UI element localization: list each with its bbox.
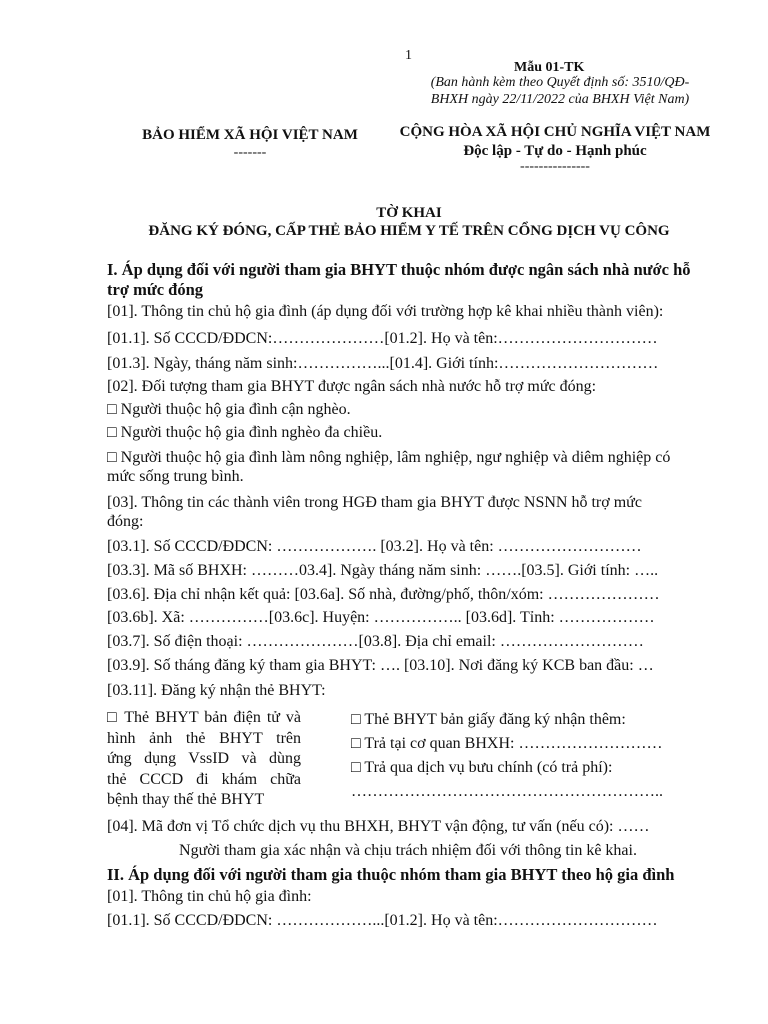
- form-code: Mẫu 01-TK: [514, 60, 585, 75]
- agency-rule: -------: [233, 145, 267, 160]
- option-near-poor[interactable]: □ Người thuộc hộ gia đình cận nghèo.: [107, 401, 351, 418]
- field-03-7[interactable]: [03.7]. Số điện thoại: …………………[03.8]. Địa chỉ email: ………………………: [107, 633, 644, 650]
- field-01-1[interactable]: [01.1]. Số CCCD/ĐDCN:…………………[01.2]. Họ và tên:…………………………: [107, 330, 658, 347]
- option-agriculture-line2: mức sống trung bình.: [107, 468, 244, 485]
- form-note-line2: BHXH ngày 22/11/2022 của BHXH Việt Nam): [430, 92, 690, 107]
- section2-field-01-1[interactable]: [01.1]. Số CCCD/ĐDCN: ………………...[01.2]. Họ và tên:…………………………: [107, 912, 658, 929]
- card-option-electronic-line: thẻ CCCD đi khám chữa: [107, 770, 301, 788]
- card-option-electronic-line: □ Thẻ BHYT bản điện tử và: [107, 709, 301, 726]
- field-02: [02]. Đối tượng tham gia BHYT được ngân sách nhà nước hỗ trợ mức đóng:: [107, 378, 597, 395]
- postal-address-field[interactable]: …………………………………………………..: [351, 783, 663, 800]
- card-option-pickup-bhxh[interactable]: □ Trả tại cơ quan BHXH: ………………………: [351, 735, 663, 752]
- motto-rule: ---------------: [520, 159, 590, 174]
- page-number: 1: [405, 48, 412, 63]
- field-04[interactable]: [04]. Mã đơn vị Tổ chức dịch vụ thu BHXH, BHYT vận động, tư vấn (nếu có): ……: [107, 818, 650, 835]
- option-multidim-poor[interactable]: □ Người thuộc hộ gia đình nghèo đa chiều.: [107, 424, 383, 441]
- form-note-line1: (Ban hành kèm theo Quyết định số: 3510/QĐ-: [430, 75, 690, 90]
- doc-subtitle: ĐĂNG KÝ ĐÓNG, CẤP THẺ BẢO HIỂM Y TẾ TRÊN CỔNG DỊCH VỤ CÔNG: [148, 223, 670, 239]
- card-option-paper-group: [351, 708, 663, 804]
- doc-title: TỜ KHAI: [376, 205, 442, 221]
- field-01-3[interactable]: [01.3]. Ngày, tháng năm sinh:……………...[01.4]. Giới tính:…………………………: [107, 355, 659, 372]
- card-option-paper[interactable]: □ Thẻ BHYT bản giấy đăng ký nhận thêm:: [351, 711, 626, 728]
- field-01: [01]. Thông tin chủ hộ gia đình (áp dụng đối với trường hợp kê khai nhiều thành viên):: [107, 303, 664, 320]
- motto: Độc lập - Tự do - Hạnh phúc: [463, 143, 647, 159]
- card-option-postal[interactable]: □ Trả qua dịch vụ bưu chính (có trả phí):: [351, 759, 613, 776]
- field-03-6b[interactable]: [03.6b]. Xã: ……………[03.6c]. Huyện: …………….. [03.6d]. Tỉnh: ………………: [107, 609, 655, 626]
- field-03-1[interactable]: [03.1]. Số CCCD/ĐDCN: ………………. [03.2]. Họ và tên: ………………………: [107, 538, 642, 555]
- field-03-9[interactable]: [03.9]. Số tháng đăng ký tham gia BHYT: …. [03.10]. Nơi đăng ký KCB ban đầu: …: [107, 657, 654, 674]
- section2-heading: II. Áp dụng đối với người tham gia thuộc nhóm tham gia BHYT theo hộ gia đình: [107, 865, 675, 884]
- section1-heading-line2: trợ mức đóng: [107, 280, 204, 299]
- card-option-electronic-line: bệnh thay thế thẻ BHYT: [107, 791, 265, 808]
- card-option-electronic-line: hình ảnh thẻ BHYT trên: [107, 729, 301, 747]
- field-03-line2: đóng:: [107, 513, 144, 530]
- section2-field-01: [01]. Thông tin chủ hộ gia đình:: [107, 888, 312, 905]
- field-03-3[interactable]: [03.3]. Mã số BHXH: ………03.4]. Ngày tháng năm sinh: …….[03.5]. Giới tính: …..: [107, 562, 659, 579]
- confirmation-statement: Người tham gia xác nhận và chịu trách nhiệm đối với thông tin kê khai.: [179, 842, 637, 859]
- card-option-electronic-line: ứng dụng VssID và dùng: [107, 750, 301, 767]
- option-agriculture-line1[interactable]: □ Người thuộc hộ gia đình làm nông nghiệp, lâm nghiệp, ngư nghiệp và diêm nghiệp có: [107, 449, 671, 466]
- republic-name: CỘNG HÒA XÃ HỘI CHỦ NGHĨA VIỆT NAM: [399, 124, 711, 140]
- field-03-11: [03.11]. Đăng ký nhận thẻ BHYT:: [107, 682, 326, 699]
- card-option-electronic[interactable]: [107, 708, 301, 811]
- agency-name: BẢO HIỂM XÃ HỘI VIỆT NAM: [142, 127, 358, 143]
- field-03-line1: [03]. Thông tin các thành viên trong HGĐ tham gia BHYT được NSNN hỗ trợ mức: [107, 494, 642, 511]
- section1-heading-line1: I. Áp dụng đối với người tham gia BHYT thuộc nhóm được ngân sách nhà nước hỗ: [107, 260, 691, 279]
- field-03-6[interactable]: [03.6]. Địa chỉ nhận kết quả: [03.6a]. Số nhà, đường/phố, thôn/xóm: …………………: [107, 586, 660, 603]
